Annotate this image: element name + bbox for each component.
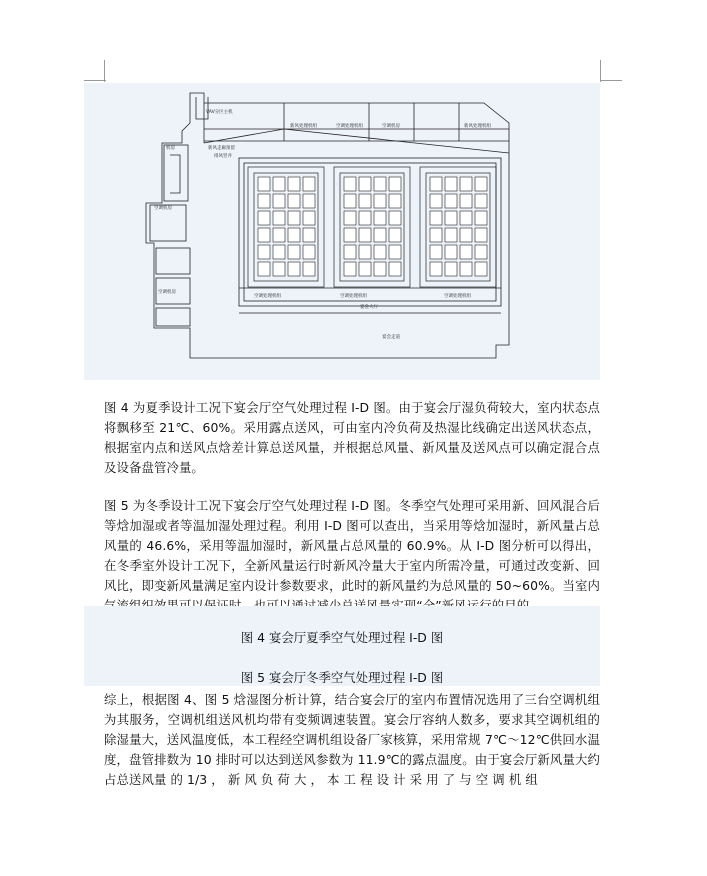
ceiling-grid-cell	[460, 211, 472, 225]
floor-plan-drawing	[84, 83, 600, 380]
crop-mark-top-left-v	[104, 60, 105, 82]
ceiling-grid-cell	[288, 211, 300, 225]
ceiling-grid-cell	[359, 194, 371, 208]
paragraph-winter: 图 5 为冬季设计工况下宴会厅空气处理过程 I-D 图。冬季空气处理可采用新、回风混合后等焓加湿或者等温加湿处理过程。利用 I-D 图可以查出，当采用等焓加湿时，新风量占总风量的 46.6%，采用等温加湿时，新风量占总风量的 60.9%。从 I-D 图分析可以得出，在冬季室外设计工况下，全新风量运行时新风冷量大于室内所需冷量，可通过改变新、回风比，即变新风量满足室内设计参数要求，此时的新风量约为总风量的 50~60%。当室内	[104, 498, 600, 593]
ceiling-grid-cell	[430, 245, 442, 259]
ceiling-grid-cell	[445, 245, 457, 259]
ceiling-grid-cell	[303, 177, 315, 191]
crop-mark-top-right-v	[600, 60, 601, 82]
label-room-left-lower: 空调机房	[154, 206, 172, 211]
ceiling-grid-cell	[258, 177, 270, 191]
ceiling-grid-cell	[359, 245, 371, 259]
label-corridor-sub: 排风竖井	[214, 154, 232, 159]
ceiling-grid-cell	[475, 228, 487, 242]
ceiling-grid-cell	[460, 262, 472, 276]
ceiling-grid-cell	[389, 211, 401, 225]
ceiling-grid-cell	[460, 228, 472, 242]
ceiling-grid-cell	[288, 245, 300, 259]
paragraph-summer: 图 4 为夏季设计工况下宴会厅空气处理过程 I-D 图。由于宴会厅湿负荷较大，室内状态点将飘移至 21℃、60%。采用露点送风，可由室内冷负荷及热湿比线确定出送风状态点，根据室内点和送风点焓差计算总送风量，并根据总风量、新风量及送风点可以确定混合点及设备盘管冷量。	[104, 400, 600, 475]
ceiling-grid-cell	[475, 262, 487, 276]
paragraph-conclusion: 综上，根据图 4、图 5 焓湿图分析计算，结合宴会厅的室内布置情况选用了三台空调机组为其服务，空调机组送风机均带有变频调速装置。宴会厅容纳人数多，要求其空调机组的除湿量大，送风温度低，本工程经空调机组设备厂家核算，采用常规 7℃～12℃供回水温度，盘管排数为 10 排时可以达到送风参数为 11.9℃的露点温度。由于宴会厅新风量大约占总送风量 的 1/3 ， 新 风 负 荷 大 ， 本 工 程 设 计 采 用 了 与 空 调 机 组	[104, 692, 600, 787]
ceiling-grid-cell	[445, 228, 457, 242]
ceiling-grid-cell	[344, 245, 356, 259]
crop-mark-top-right-h	[600, 80, 622, 81]
ceiling-grid-cell	[475, 211, 487, 225]
ceiling-grid-cell	[445, 211, 457, 225]
label-unit-c: 空调机房	[382, 124, 400, 129]
ceiling-grid-cell	[359, 211, 371, 225]
ceiling-grid-cell	[475, 245, 487, 259]
ceiling-grid-cell	[475, 177, 487, 191]
ceiling-grid-cell	[445, 262, 457, 276]
ceiling-grid-cell	[344, 262, 356, 276]
ceiling-grid-cell	[273, 262, 285, 276]
ceiling-grid-cell	[258, 211, 270, 225]
caption-figure-5: 图 5 宴会厅冬季空气处理过程 I-D 图	[240, 670, 444, 685]
floor-plan-figure	[84, 83, 600, 380]
ceiling-grid-cell	[430, 194, 442, 208]
label-unit-b: 空调处理机组	[336, 124, 363, 129]
ceiling-grid-cell	[273, 245, 285, 259]
ceiling-grid-cell	[303, 245, 315, 259]
label-room-left-bottom: 空调机房	[158, 290, 176, 295]
ceiling-grid-cell	[430, 177, 442, 191]
ceiling-grid-cell	[273, 228, 285, 242]
ceiling-grid-cell	[288, 228, 300, 242]
ceiling-grid-cell	[344, 177, 356, 191]
label-room-left-top: VAV分区主机	[206, 110, 233, 115]
label-room-left-mid: 机房	[166, 146, 175, 151]
crop-mark-top-left-h	[84, 80, 106, 81]
ceiling-grid-cell	[374, 211, 386, 225]
ceiling-grid-cell	[445, 177, 457, 191]
ceiling-grid-cell	[258, 194, 270, 208]
ceiling-grid-cell	[460, 177, 472, 191]
ceiling-grid-cell	[389, 245, 401, 259]
ceiling-grid-cell	[359, 262, 371, 276]
ceiling-grid-cell	[374, 245, 386, 259]
label-unit-a: 新风处理机组	[290, 124, 317, 129]
ceiling-grid-cell	[288, 177, 300, 191]
label-outer-bottom: 宴会走道	[382, 335, 400, 340]
ceiling-grid-cell	[359, 177, 371, 191]
ceiling-grid-cell	[374, 228, 386, 242]
ceiling-grid-cell	[273, 194, 285, 208]
ceiling-grid-cell	[374, 177, 386, 191]
ceiling-grid-cell	[288, 194, 300, 208]
ceiling-grid-cell	[430, 262, 442, 276]
ceiling-grid-cell	[344, 194, 356, 208]
ceiling-grid-cell	[303, 262, 315, 276]
ceiling-grid-cell	[273, 177, 285, 191]
ceiling-grid-cell	[389, 177, 401, 191]
ceiling-grid-cell	[460, 194, 472, 208]
ceiling-grid-cell	[303, 228, 315, 242]
ceiling-grid-cell	[430, 228, 442, 242]
ceiling-grid-cell	[303, 211, 315, 225]
label-bottom-center: 宴会大厅	[360, 305, 378, 310]
ceiling-grid-cell	[460, 245, 472, 259]
ceiling-grid-cell	[288, 262, 300, 276]
ceiling-grid-cell	[430, 211, 442, 225]
ceiling-grid-cell	[475, 194, 487, 208]
ceiling-grid-cell	[374, 194, 386, 208]
ceiling-grid-cell	[389, 262, 401, 276]
caption-figure-4: 图 4 宴会厅夏季空气处理过程 I-D 图	[240, 630, 444, 645]
ceiling-grid-cell	[344, 211, 356, 225]
ceiling-grid-cell	[344, 228, 356, 242]
label-bottom-left: 空调处理机组	[254, 294, 281, 299]
ceiling-grid-cell	[258, 245, 270, 259]
ceiling-grid-cell	[389, 194, 401, 208]
label-corridor: 新风走廊预留	[208, 146, 235, 151]
ceiling-grid-cell	[389, 228, 401, 242]
ceiling-grid-cell	[258, 228, 270, 242]
ceiling-grid-cell	[273, 211, 285, 225]
label-bottom-right: 空调处理机组	[444, 294, 471, 299]
label-unit-d: 新风处理机组	[464, 124, 491, 129]
ceiling-grid-cell	[303, 194, 315, 208]
ceiling-grid-cell	[359, 228, 371, 242]
ceiling-grid-cell	[374, 262, 386, 276]
label-bottom-mid: 空调处理机组	[340, 294, 367, 299]
ceiling-grid-cell	[258, 262, 270, 276]
ceiling-grid-cell	[445, 194, 457, 208]
